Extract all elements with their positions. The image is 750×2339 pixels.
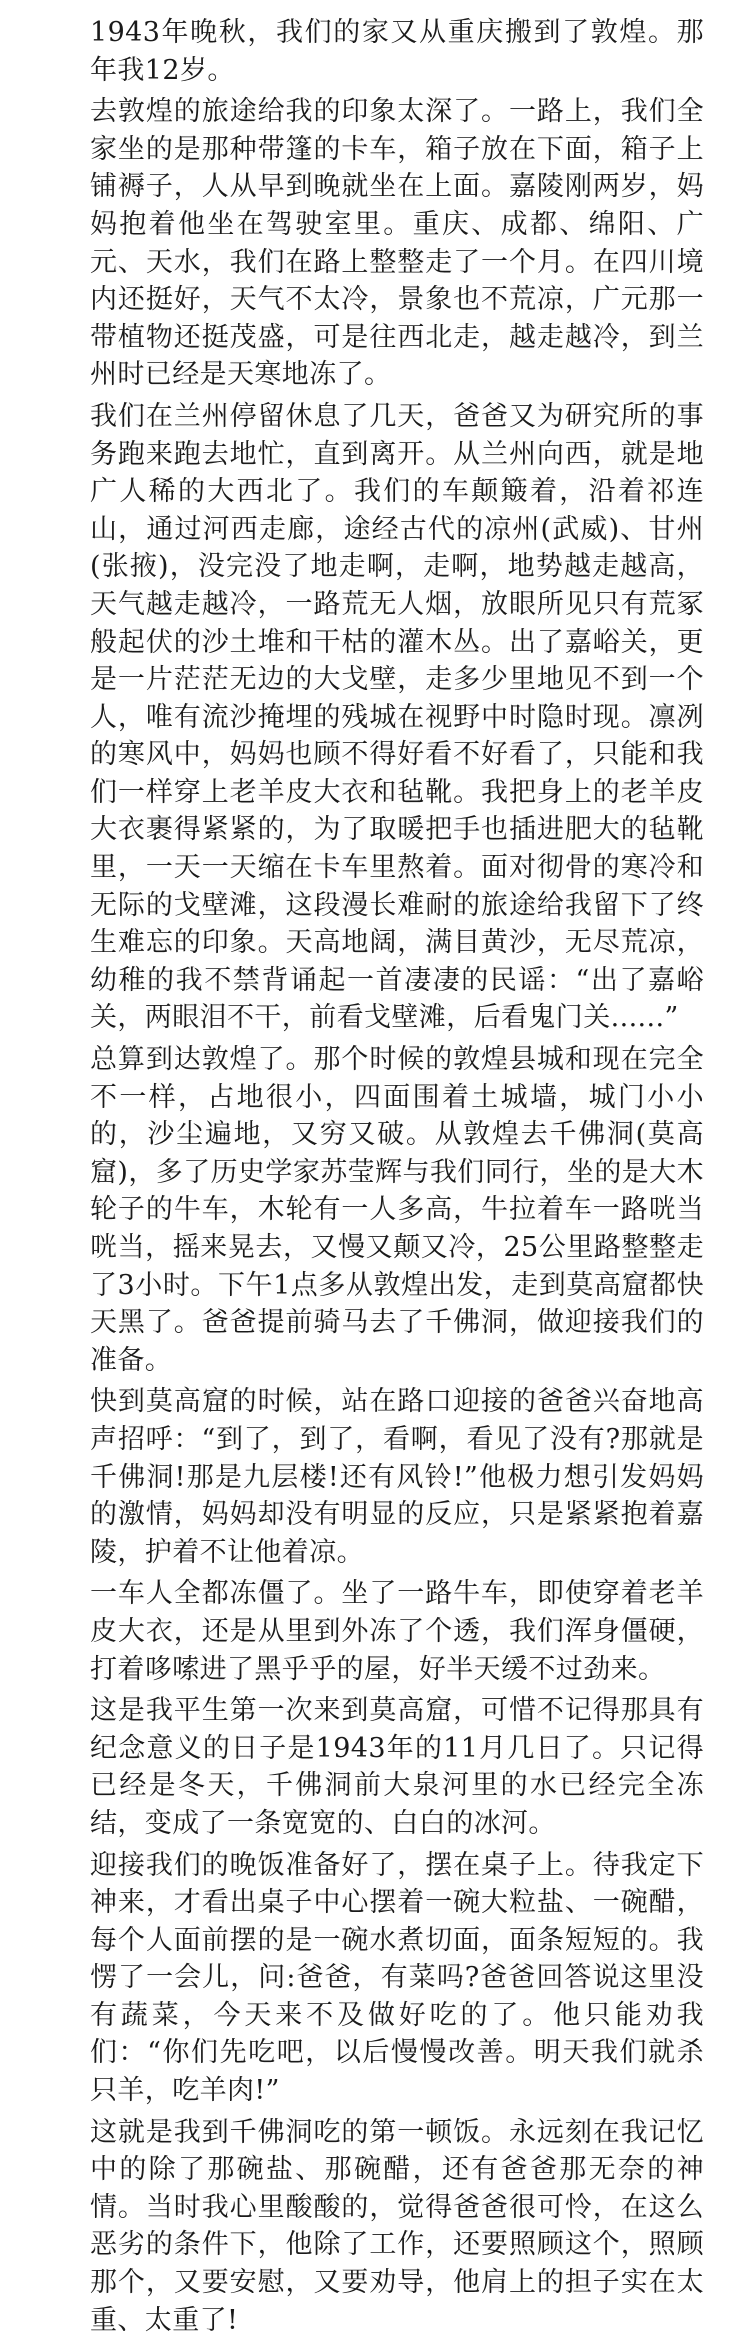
paragraph-9: 这就是我到千佛洞吃的第一顿饭。永远刻在我记忆中的除了那碗盐、那碗醋，还有爸爸那无奈的神情。当时我心里酸酸的，觉得爸爸很可怜，在这么恶劣的条件下，他除了工作，还要照顾这个，照顾那个，又要安慰，又要劝导，他肩上的担子实在太重、太重了! <box>90 2116 704 2336</box>
paragraph-5: 快到莫高窟的时候，站在路口迎接的爸爸兴奋地高声招呼：“到了，到了，看啊，看见了没有?那就是千佛洞!那是九层楼!还有风铃!”他极力想引发妈妈的激情，妈妈却没有明显的反应，只是紧紧抱着嘉陵，护着不让他着凉。 <box>90 1386 704 1568</box>
paragraph-3: 我们在兰州停留休息了几天，爸爸又为研究所的事务跑来跑去地忙，直到离开。从兰州向西，就是地广人稀的大西北了。我们的车颠簸着，沿着祁连山，通过河西走廊，途经古代的凉州(武威)、甘州(张掖)，没完没了地走啊，走啊，地势越走越高，天气越走越冷，一路荒无人烟，放眼所见只有荒冢般起伏的沙土堆和干枯的灌木丛。出了嘉峪关，更是一片茫茫无边的大戈壁，走多少里地见不到一个人，唯有流沙掩埋的残城在视野中时隐时现。凛冽的寒风中，妈妈也顾不得好看不好看了，只能和我们一样穿上老羊皮大衣和毡靴。我把身上的老羊皮大衣裹得紧紧的，为了取暖把手也插进肥大的毡靴里，一天一天缩在卡车里熬着。面对彻骨的寒冷和无际的戈壁滩，这段漫长难耐的旅途给我留下了终生难忘的印象。天高地阔，满目黄沙，无尽荒凉，幼稚的我不禁背诵起一首凄凄的民谣：“出了嘉峪关，两眼泪不干，前看戈壁滩，后看鬼门关......” <box>90 400 704 1034</box>
paragraph-1: 1943年晚秋，我们的家又从重庆搬到了敦煌。那年我12岁。 <box>90 17 704 86</box>
paragraph-2: 去敦煌的旅途给我的印象太深了。一路上，我们全家坐的是那种带篷的卡车，箱子放在下面，箱子上铺褥子，人从早到晚就坐在上面。嘉陵刚两岁，妈妈抱着他坐在驾驶室里。重庆、成都、绵阳、广元、天水，我们在路上整整走了一个月。在四川境内还挺好，天气不太冷，景象也不荒凉，广元那一带植物还挺茂盛，可是往西北走，越走越冷，到兰州时已经是天寒地冻了。 <box>90 96 704 391</box>
paragraph-7: 这是我平生第一次来到莫高窟，可惜不记得那具有纪念意义的日子是1943年的11月几日了。只记得已经是冬天，千佛洞前大泉河里的水已经完全冻结，变成了一条宽宽的、白白的冰河。 <box>90 1695 704 1839</box>
paragraph-4: 总算到达敦煌了。那个时候的敦煌县城和现在完全不一样，占地很小，四面围着土城墙，城门小小的，沙尘遍地，又穷又破。从敦煌去千佛洞(莫高窟)，多了历史学家苏莹辉与我们同行，坐的是大木轮子的牛车，木轮有一人多高，牛拉着车一路咣当咣当，摇来晃去，又慢又颠又冷，25公里路整整走了3小时。下午1点多从敦煌出发，走到莫高窟都快天黑了。爸爸提前骑马去了千佛洞，做迎接我们的准备。 <box>90 1044 704 1376</box>
paragraph-6: 一车人全都冻僵了。坐了一路牛车，即使穿着老羊皮大衣，还是从里到外冻了个透，我们浑身僵硬，打着哆嗦进了黑乎乎的屋，好半天缓不过劲来。 <box>90 1578 704 1685</box>
paragraph-8: 迎接我们的晚饭准备好了，摆在桌子上。待我定下神来，才看出桌子中心摆着一碗大粒盐、一碗醋，每个人面前摆的是一碗水煮切面，面条短短的。我愣了一会儿，问:爸爸，有菜吗?爸爸回答说这里没有蔬菜，今天来不及做好吃的了。他只能劝我们：“你们先吃吧，以后慢慢改善。明天我们就杀只羊，吃羊肉!” <box>90 1849 704 2107</box>
